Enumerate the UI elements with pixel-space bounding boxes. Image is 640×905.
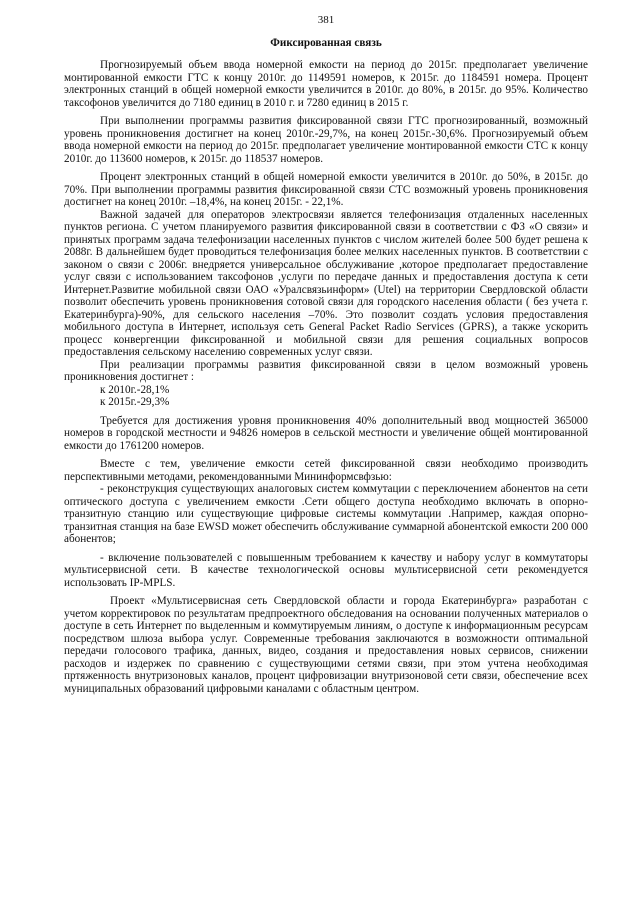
penetration-2015: к 2015г.-29,3%	[100, 396, 170, 408]
paragraph-methods: Вместе с тем, увеличение емкости сетей фиксированной связи необходимо производить перспективными методами, рекомендованными Мининформсвфзью:	[64, 458, 588, 483]
paragraph-overall-penetration: При реализации программы развития фиксированной связи в целом возможный уровень проникновения достигнет :	[64, 358, 588, 383]
section-title: Фиксированная связь	[270, 36, 382, 49]
page-number: 381	[317, 14, 335, 26]
paragraph-gts-capacity: Прогнозируемый объем ввода номерной емкости на период до 2015г. предполагает увеличение монтированной емкости ГТС к концу 2010г. до 1149591 номеров, к 2015г. до 1184591 номера. Процент электронных станций в общей номерной емкости увеличится в 2010г. до 80%, в 2015г. до 95%. Количество таксофонов увеличится до 7180 единиц в 2010 г. и 7280 единиц в 2015 г.	[64, 59, 588, 109]
paragraph-gts-penetration: При выполнении программы развития фиксированной связи ГТС прогнозированный, возможный уровень проникновения достигнет на конец 2010г.-29,7%, на конец 2015г.-30,6%. Прогнозируемый объем ввода номерной емкости на период до 2015г. предполагает увеличение монтированной емкости СТС к концу 2010г. до 113600 номеров, к 2015г. до 118537 номеров.	[64, 115, 588, 165]
bullet-reconstruction: - реконструкция существующих аналоговых систем коммутации с переключением абонентов на сети оптического доступа с увеличением емкости .Сети общего доступа необходимо включать в опорно-транзитную станцию или существующие цифровые системы коммутации .Например, каждая опорно-транзитная станция на базе EWSD может обеспечить обслуживание суммарной абонентской емкости 200 000 абонентов;	[64, 483, 588, 545]
penetration-2010: к 2010г.-28,1%	[100, 383, 170, 396]
bullet-multiservice: - включение пользователей с повышенным требованием к качеству и набору услуг в коммутаторы мультисервисной сети. В качестве технологической основы мультисервисной сети рекомендуется использовать IP-MPLS.	[64, 551, 588, 589]
paragraph-telephonization: Важной задачей для операторов электросвязи является телефонизация отдаленных населенных пунктов региона. С учетом планируемого развития фиксированной связи в соответствии с ФЗ «О связи» и принятых программ задача телефонизации населенных пунктов с числом жителей более 500 будет решена к 2088г. В дальнейшем будет проводиться телефонизация более мелких населенных пунктов. В соответствии с законом о связи с 2006г. внедряется универсальное обслуживание ,которое предполагает предоставление услуг связи с использованием таксофонов ,услуги по передаче данных и предоставления доступа к сети Интернет.Развитие мобильной связи ОАО «Уралсвязьинформ» (Utel) на территории Свердловской области позволит обеспечить уровень проникновения сотовой связи для городского населения области ( без учета г. Екатеринбурга)-90%, для сельского населения –70%. Это позволит создать условия предоставления мобильного доступа в Интернет, используя сеть General Packet Radio Services (GPRS), а также ускорить процесс конвергенции фиксированной и мобильной связи для решения социальных вопросов предоставления сельскому населению современных услуг связи.	[64, 208, 588, 358]
paragraph-multiservice-project: Проект «Мультисервисная сеть Свердловской области и города Екатеринбурга» разработан с учетом корректировок по результатам предпроектного обследования на основании полученных материалов о доступе в сеть Интернет по выделенным и коммутируемым линиям, о доступе к информационным ресурсам посредством шлюза выбора услуг. Современные требования заключаются в возможности оптимальной передачи голосового трафика, данных, видео, создания и предоставления новых сервисов, снижении расходов и издержек по сравнению с существующими сетями связи, при этом учтена необходимая пртяженность внутризоновых каналов, процент цифровизации внутризоновой сети связи, обеспечение всех муниципальных образований цифровыми каналами с областным центром.	[64, 595, 588, 695]
paragraph-required-capacity: Требуется для достижения уровня проникновения 40% дополнительный ввод мощностей 365000 номеров в городской местности и 94826 номеров в сельской местности и увеличение общей монтированной емкости до 1761200 номеров.	[64, 414, 588, 452]
paragraph-sts-electronic: Процент электронных станций в общей номерной емкости увеличится в 2010г. до 50%, в 2015г. до 70%. При выполнении программы развития фиксированной связи СТС возможный уровень проникновения достигнет на конец 2010г. –18,4%, на конец 2015г. - 22,1%.	[64, 171, 588, 208]
